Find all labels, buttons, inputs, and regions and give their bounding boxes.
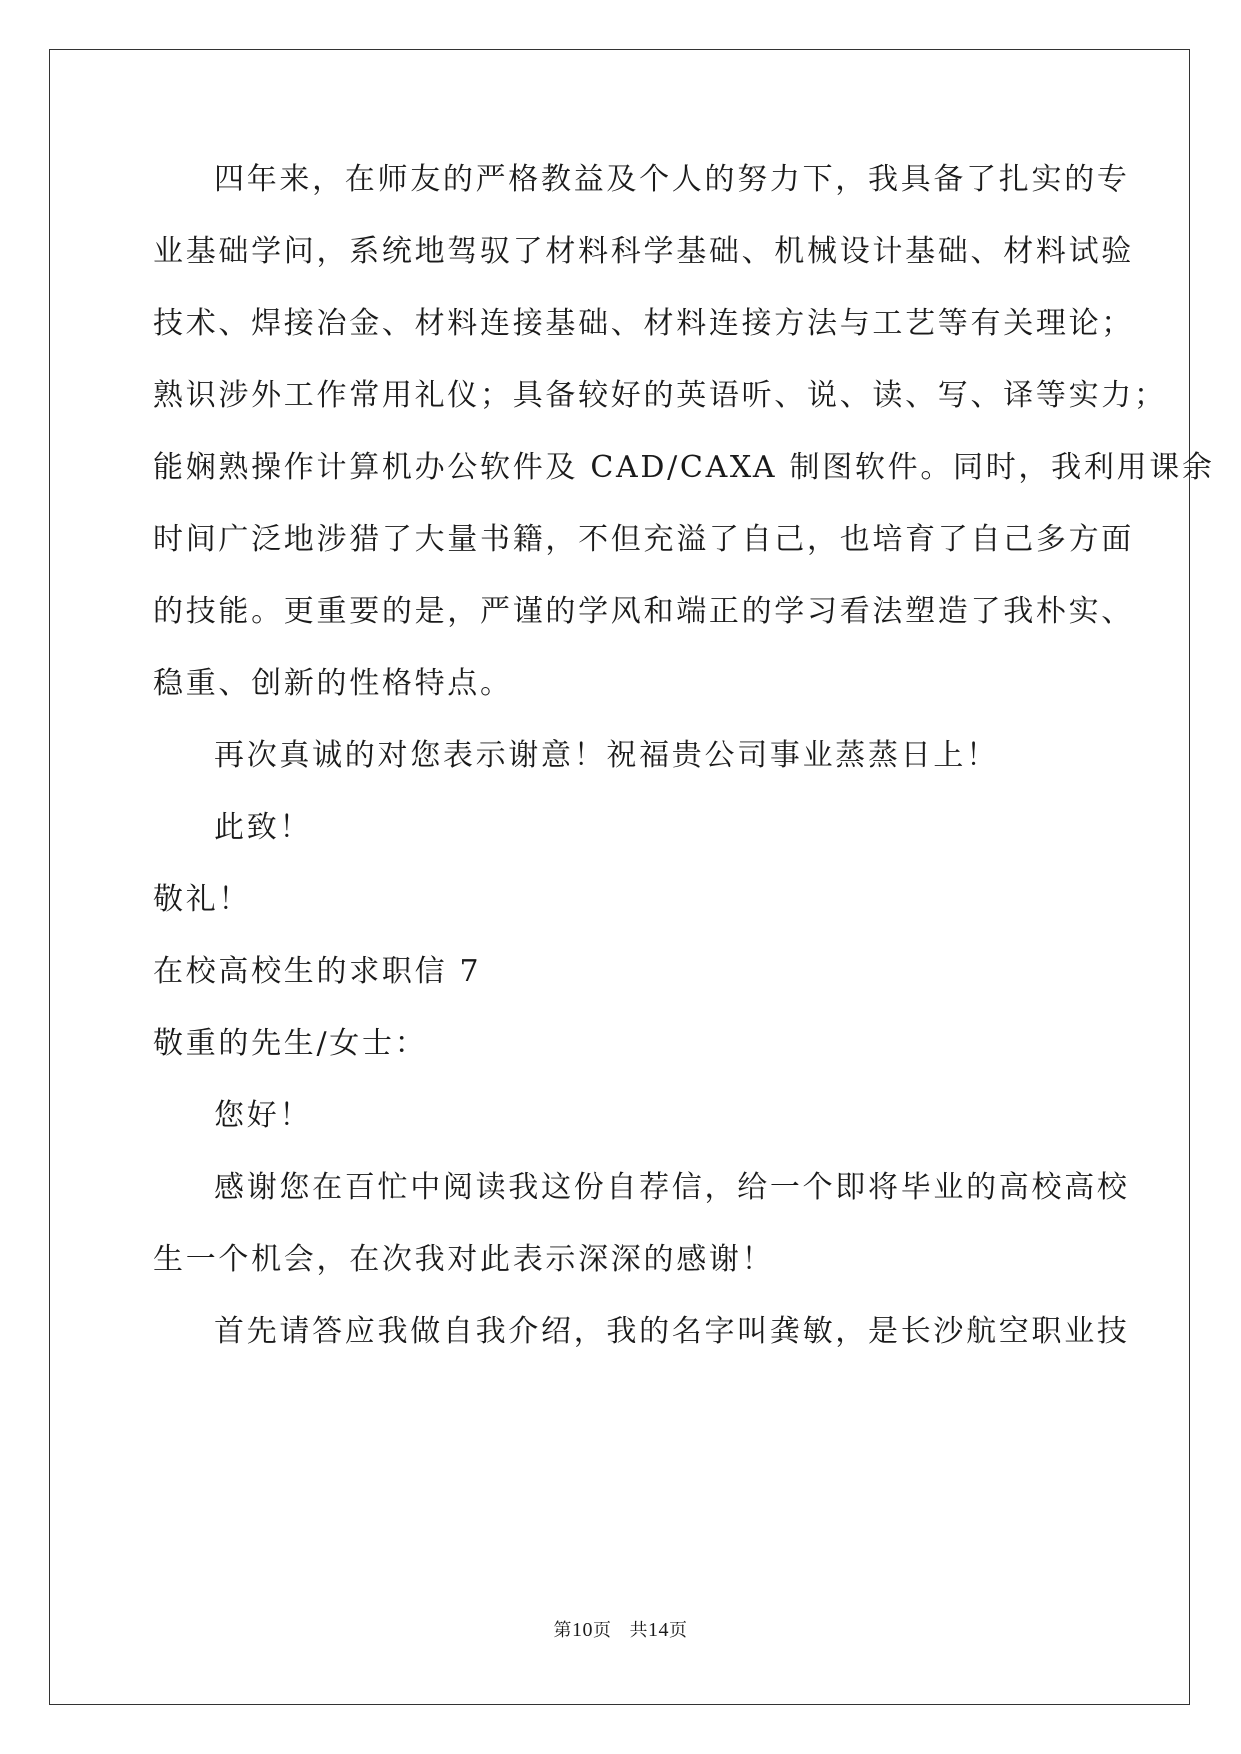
paragraph-line: 再次真诚的对您表示谢意！祝福贵公司事业蒸蒸日上！ xyxy=(214,738,999,773)
closing-line: 敬礼！ xyxy=(153,882,252,917)
page-footer xyxy=(0,1618,1241,1643)
paragraph-line: 生一个机会，在次我对此表示深深的感谢！ xyxy=(153,1242,775,1277)
paragraph-line: 首先请答应我做自我介绍，我的名字叫龚敏，是长沙航空职业技 xyxy=(214,1314,1130,1349)
paragraph-line: 四年来，在师友的严格教益及个人的努力下，我具备了扎实的专 xyxy=(214,162,1130,197)
page-suffix: 页 xyxy=(593,1620,612,1641)
paragraph-line: 能娴熟操作计算机办公软件及 CAD/CAXA 制图软件。同时，我利用课余 xyxy=(153,450,1215,485)
paragraph-line: 稳重、创新的性格特点。 xyxy=(153,666,513,701)
closing-line: 此致！ xyxy=(214,810,313,845)
paragraph-line: 的技能。更重要的是，严谨的学风和端正的学习看法塑造了我朴实、 xyxy=(153,594,1134,629)
paragraph-line: 熟识涉外工作常用礼仪；具备较好的英语听、说、读、写、译等实力； xyxy=(153,378,1167,413)
section-heading: 在校高校生的求职信 7 xyxy=(153,954,482,989)
greeting: 您好！ xyxy=(214,1098,313,1133)
paragraph-line: 业基础学问，系统地驾驭了材料科学基础、机械设计基础、材料试验 xyxy=(153,234,1134,269)
salutation: 敬重的先生/女士： xyxy=(153,1026,428,1061)
paragraph-line: 感谢您在百忙中阅读我这份自荐信，给一个即将毕业的高校高校 xyxy=(214,1170,1130,1205)
total-prefix: 共 xyxy=(629,1620,648,1641)
current-page-number: 10 xyxy=(572,1619,593,1641)
paragraph-line: 时间广泛地涉猎了大量书籍，不但充溢了自己，也培育了自己多方面 xyxy=(153,522,1134,557)
paragraph-line: 技术、焊接冶金、材料连接基础、材料连接方法与工艺等有关理论； xyxy=(153,306,1134,341)
total-pages-number: 14 xyxy=(648,1619,669,1641)
page-prefix: 第 xyxy=(553,1620,572,1641)
total-suffix: 页 xyxy=(669,1620,688,1641)
page-border xyxy=(49,49,1190,1705)
